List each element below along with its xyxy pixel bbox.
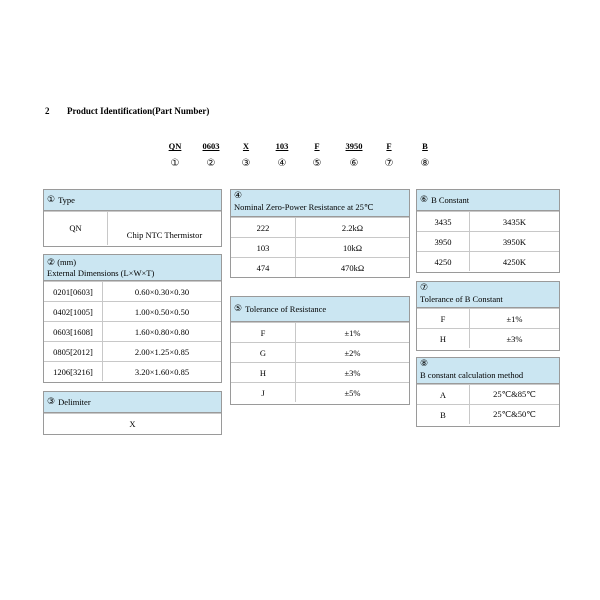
dim-size-code: 0603[1608] — [53, 326, 93, 337]
tolerance-value: ±2% — [295, 343, 409, 362]
resistance-title: Nominal Zero-Power Resistance at 25℃ — [234, 202, 374, 212]
part-number-codes — [0, 141, 600, 153]
b-calc-code: B — [440, 409, 446, 420]
pn-code-type: QN — [168, 141, 182, 151]
section-title: Product Identification(Part Number) — [67, 106, 210, 116]
tolerance-code: F — [260, 327, 266, 338]
b-calc-title: B constant calculation method — [420, 370, 524, 380]
resistance-value: 10kΩ — [295, 238, 409, 257]
tolerance-b-code: F — [440, 313, 446, 324]
b-constant-code: 3435 — [434, 216, 452, 227]
pn-code-b-tolerance: F — [386, 141, 392, 151]
resistance-header — [231, 190, 409, 217]
pn-code-resistance: 103 — [275, 141, 289, 151]
table-row — [417, 308, 559, 328]
b-calc-value: 25℃&50℃ — [469, 405, 559, 424]
table-row — [231, 342, 409, 362]
pn-code-b-constant: 3950 — [345, 141, 363, 151]
table-row — [231, 362, 409, 382]
pn-marker-5: ⑤ — [312, 158, 322, 169]
table-row — [417, 211, 559, 231]
dim-size-value: 3.20×1.60×0.85 — [102, 362, 221, 381]
type-row — [44, 211, 221, 245]
b-calc-box — [416, 357, 560, 427]
table-row — [44, 321, 221, 341]
dim-size-code: 0402[1005] — [53, 306, 93, 317]
table-row — [417, 384, 559, 404]
tolerance-b-marker: ⑦ — [420, 283, 429, 293]
pn-marker-6: ⑥ — [349, 158, 359, 169]
dimensions-unit: (mm) — [57, 257, 77, 267]
resistance-code: 103 — [256, 242, 270, 253]
resistance-box — [230, 189, 410, 278]
tolerance-resistance-header — [231, 297, 409, 322]
dimensions-box — [43, 254, 222, 383]
dimensions-header — [44, 255, 221, 281]
pn-code-b-method: B — [422, 141, 428, 151]
dim-size-value: 1.00×0.50×0.50 — [102, 302, 221, 321]
pn-code-tolerance: F — [314, 141, 320, 151]
table-row — [44, 301, 221, 321]
b-constant-value: 4250K — [469, 252, 559, 271]
delimiter-value: X — [129, 418, 136, 429]
dim-size-value: 2.00×1.25×0.85 — [102, 342, 221, 361]
b-constant-value: 3435K — [469, 212, 559, 231]
table-row — [231, 257, 409, 277]
tolerance-code: H — [259, 367, 267, 378]
b-constant-header — [417, 190, 559, 211]
dim-size-code: 1206[3216] — [53, 366, 93, 377]
delimiter-box — [43, 391, 222, 435]
b-calc-value: 25℃&85℃ — [469, 385, 559, 404]
b-calc-header — [417, 358, 559, 384]
type-box — [43, 189, 222, 247]
table-row — [231, 217, 409, 237]
table-row — [44, 361, 221, 381]
b-constant-marker: ⑥ — [420, 195, 429, 205]
pn-marker-4: ④ — [277, 158, 287, 169]
resistance-marker: ④ — [234, 191, 243, 201]
delimiter-marker: ③ — [47, 397, 56, 407]
pn-code-size: 0603 — [202, 141, 220, 151]
table-row — [417, 251, 559, 271]
type-description: Chip NTC Thermistor — [107, 212, 221, 245]
dim-size-code: 0201[0603] — [53, 286, 93, 297]
tolerance-resistance-title: Tolerance of Resistance — [245, 304, 327, 314]
delimiter-header — [44, 392, 221, 413]
pn-marker-8: ⑧ — [420, 158, 430, 169]
tolerance-code: J — [261, 387, 265, 398]
type-header — [44, 190, 221, 211]
tolerance-b-value: ±3% — [469, 329, 559, 348]
resistance-value: 470kΩ — [295, 258, 409, 277]
resistance-code: 222 — [256, 222, 270, 233]
table-row — [417, 231, 559, 251]
dimensions-marker: ② — [47, 258, 56, 268]
pn-marker-3: ③ — [241, 158, 251, 169]
tolerance-b-code: H — [439, 333, 447, 344]
tolerance-b-header — [417, 282, 559, 308]
part-number-markers — [0, 158, 600, 170]
table-row — [417, 404, 559, 424]
b-calc-marker: ⑧ — [420, 359, 429, 369]
dim-size-code: 0805[2012] — [53, 346, 93, 357]
type-code: QN — [69, 223, 82, 233]
table-row — [44, 281, 221, 301]
resistance-value: 2.2kΩ — [295, 218, 409, 237]
b-constant-title: B Constant — [431, 195, 470, 205]
tolerance-b-title: Tolerance of B Constant — [420, 294, 503, 304]
b-constant-value: 3950K — [469, 232, 559, 251]
b-constant-box — [416, 189, 560, 273]
dim-size-value: 0.60×0.30×0.30 — [102, 282, 221, 301]
pn-marker-2: ② — [206, 158, 216, 169]
tolerance-value: ±5% — [295, 383, 409, 402]
tolerance-code: G — [259, 347, 267, 358]
section-number: 2 — [45, 106, 50, 116]
tolerance-resistance-box — [230, 296, 410, 405]
table-row — [417, 328, 559, 348]
section-heading — [45, 106, 209, 116]
type-marker: ① — [47, 195, 56, 205]
b-constant-code: 4250 — [434, 256, 452, 267]
type-title: Type — [58, 195, 75, 205]
delimiter-row — [44, 413, 221, 433]
table-row — [44, 341, 221, 361]
tolerance-value: ±1% — [295, 323, 409, 342]
pn-marker-1: ① — [170, 158, 180, 169]
table-row — [231, 237, 409, 257]
delimiter-title: Delimiter — [58, 397, 91, 407]
b-calc-code: A — [439, 389, 447, 400]
tolerance-resistance-marker: ⑤ — [234, 304, 243, 314]
resistance-code: 474 — [256, 262, 270, 273]
dim-size-value: 1.60×0.80×0.80 — [102, 322, 221, 341]
b-constant-code: 3950 — [434, 236, 452, 247]
pn-marker-7: ⑦ — [384, 158, 394, 169]
pn-code-delimiter: X — [242, 141, 250, 151]
tolerance-value: ±3% — [295, 363, 409, 382]
tolerance-b-value: ±1% — [469, 309, 559, 328]
dimensions-title: External Dimensions (L×W×T) — [47, 268, 155, 278]
tolerance-b-box — [416, 281, 560, 351]
table-row — [231, 382, 409, 402]
table-row — [231, 322, 409, 342]
